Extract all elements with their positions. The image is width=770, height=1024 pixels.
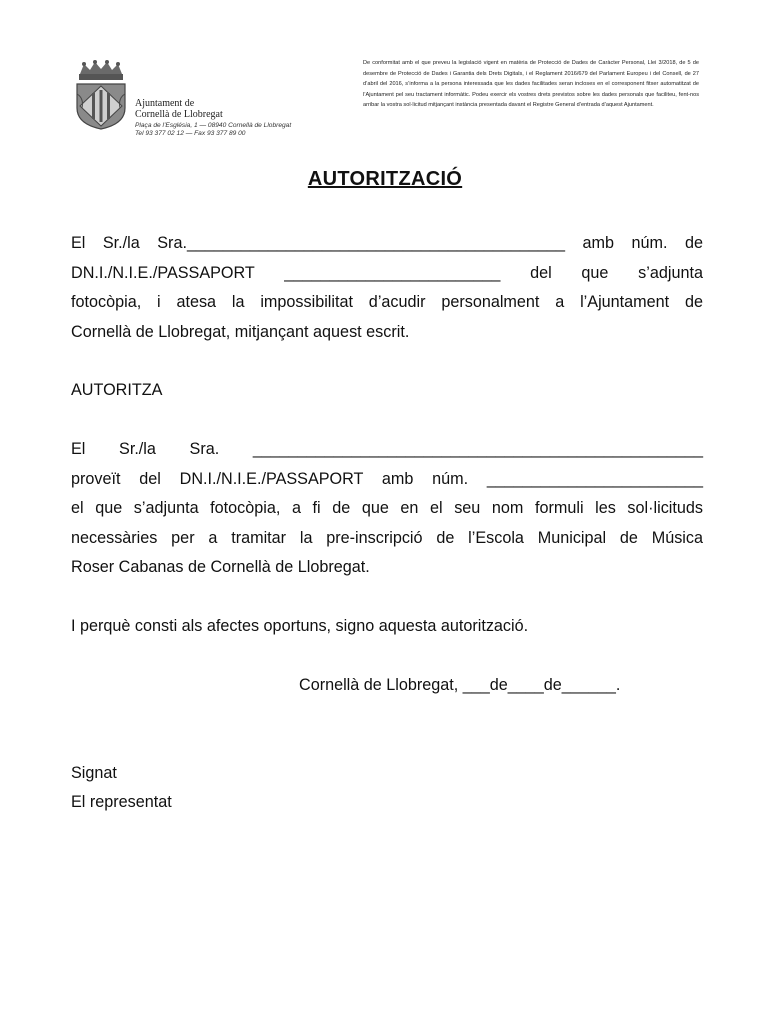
address-line-2: Tel 93 377 02 12 — Fax 93 377 89 00 (135, 129, 246, 137)
signature-role: El representat (71, 793, 172, 811)
data-protection-notice: De conformitat amb el que preveu la legislació vigent en matèria de Protecció de Dades de Caràcter Personal, Llei 3/2018, de 5 de desembre de Protecció de Dades i Garantia dels Drets Digitals, i el Reglament 2016/679 del Parlament Europeu i del Consell, de 27 d’abril del 2016, s’informa a la persona interessada que les dades facilitades seran incloses en el corresponent fitxer automatitzat de l’Ajuntament pel seu tractament informàtic. Podeu exercir els vostres drets previstos sobre les dades personals que faciliteu, fent-nos arribar la vostra sol·licitud mitjançant instància presentada davant el Registre General d’entrada d’aquest Ajuntament. (363, 60, 699, 109)
text-line: necessàries per a tramitar la pre-inscripció de l’Escola Municipal de Música (71, 528, 703, 547)
coat-of-arms-logo (74, 60, 128, 130)
text-line: proveït del DN.I./N.I.E./PASSAPORT amb núm. ________________________ (71, 469, 703, 488)
org-line-2: Cornellà de Llobregat (135, 109, 223, 120)
text-line: el que s’adjunta fotocòpia, a fi de que en el seu nom formuli les sol·licituds (71, 499, 703, 517)
applicant-paragraph (71, 229, 703, 347)
text-line: El Sr./la Sra. __________________________________________________ (71, 440, 703, 458)
org-line-1: Ajuntament de (135, 98, 195, 109)
signature-label: Signat (71, 764, 117, 782)
text-line: El Sr./la Sra.__________________________________________ amb núm. de (71, 234, 703, 252)
date-line: Cornellà de Llobregat, ___de____de______. (299, 676, 621, 694)
text-line: Roser Cabanas de Cornellà de Llobregat. (71, 558, 370, 576)
text-line: DN.I./N.I.E./PASSAPORT ________________________ del que s’adjunta (71, 263, 703, 282)
authorize-heading: AUTORITZA (71, 381, 163, 399)
address-line-1: Plaça de l’Església, 1 — 08940 Cornellà de Llobregat (135, 122, 292, 129)
closing-paragraph: I perquè consti als afectes oportuns, signo aquesta autorització. (71, 617, 529, 635)
signature-block (71, 759, 172, 817)
text-line: fotocòpia, i atesa la impossibilitat d’acudir personalment a l’Ajuntament de (71, 293, 703, 311)
organization-name (135, 98, 223, 120)
authorized-person-paragraph (71, 435, 703, 583)
document-title: AUTORITZACIÓ (307, 168, 463, 190)
text-line: Cornellà de Llobregat, mitjançant aquest escrit. (71, 322, 410, 341)
organization-address (135, 122, 291, 137)
